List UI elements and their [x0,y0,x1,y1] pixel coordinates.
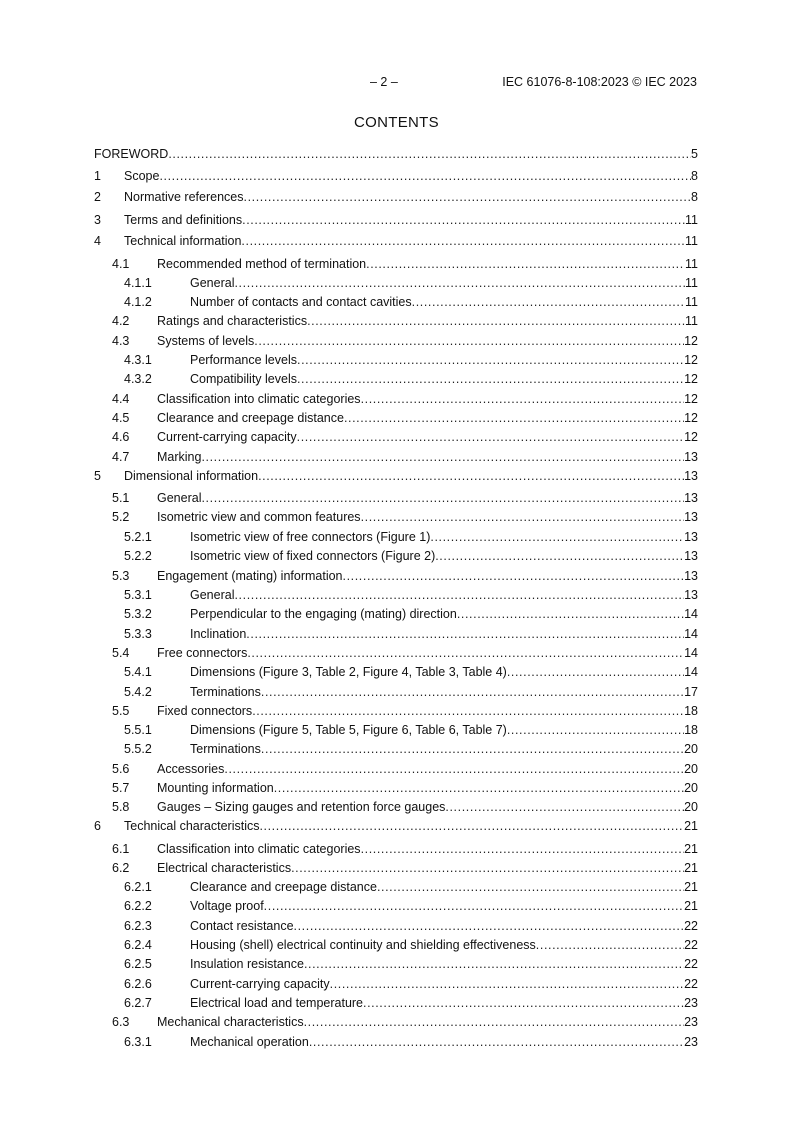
toc-entry-page: 12 [684,353,698,367]
toc-dot-leader [445,799,684,815]
toc-dot-leader [309,1034,684,1050]
toc-entry-page: 13 [684,530,698,544]
toc-entry-page: 12 [684,392,698,406]
toc-dot-leader [297,429,684,445]
toc-dot-leader [254,333,684,349]
toc-dot-leader [294,918,685,934]
toc-dot-leader [412,294,685,310]
toc-entry[interactable] [94,449,698,465]
toc-entry-page: 13 [684,469,698,483]
toc-entry-number: 4.5 [112,411,130,425]
toc-entry-number: 6.2.5 [124,957,152,971]
toc-entry-title: Terms and definitions [124,213,243,227]
toc-entry-number: 5.5.2 [124,742,152,756]
toc-entry[interactable] [94,256,698,272]
toc-entry-title: Mounting information [157,781,274,795]
toc-entry-number: 5 [94,469,101,483]
toc-entry-title: Mechanical characteristics [157,1015,304,1029]
toc-entry-number: 6.2.4 [124,938,152,952]
toc-entry[interactable] [94,371,698,387]
toc-entry[interactable] [94,818,698,834]
toc-entry-title: Housing (shell) electrical continuity and shielding effectiveness [190,938,536,952]
toc-entry-number: 6 [94,819,101,833]
toc-entry[interactable] [94,509,698,525]
toc-dot-leader [430,529,684,545]
toc-entry[interactable] [94,645,698,661]
toc-entry[interactable] [94,212,698,228]
page-title: CONTENTS [354,114,439,131]
toc-entry-page: 21 [684,842,698,856]
toc-dot-leader [261,684,684,700]
toc-entry-title: Gauges – Sizing gauges and retention force gauges [157,800,446,814]
toc-entry-number: 4.6 [112,430,130,444]
toc-entry-page: 22 [684,957,698,971]
toc-entry[interactable] [94,352,698,368]
toc-dot-leader [168,146,691,162]
toc-entry-page: 5 [691,147,698,161]
toc-entry[interactable] [94,548,698,564]
toc-entry[interactable] [94,1034,698,1050]
toc-entry-number: 6.1 [112,842,130,856]
toc-entry-title: Compatibility levels [190,372,297,386]
toc-dot-leader [264,898,684,914]
toc-entry-page: 23 [684,996,698,1010]
toc-entry-title: Inclination [190,627,247,641]
toc-entry-page: 23 [684,1015,698,1029]
toc-entry[interactable] [94,976,698,992]
toc-entry-title: Marking [157,450,202,464]
toc-entry-title: Normative references [124,190,244,204]
toc-entry[interactable] [94,275,698,291]
toc-dot-leader [261,741,684,757]
toc-entry[interactable] [94,410,698,426]
toc-dot-leader [258,468,684,484]
toc-dot-leader [201,490,684,506]
page-number: – 2 – [370,75,398,89]
toc-dot-leader [242,212,685,228]
toc-entry[interactable] [94,313,698,329]
toc-entry-title: Insulation resistance [190,957,304,971]
toc-entry-number: 3 [94,213,101,227]
toc-entry-number: 5.8 [112,800,130,814]
document-reference: IEC 61076-8-108:2023 © IEC 2023 [502,75,697,89]
toc-entry[interactable] [94,606,698,622]
toc-dot-leader [246,626,684,642]
toc-entry-number: 4.1 [112,257,130,271]
toc-entry[interactable] [94,995,698,1011]
toc-entry-title: Ratings and characteristics [157,314,308,328]
toc-entry[interactable] [94,898,698,914]
toc-dot-leader [343,568,685,584]
toc-entry-number: 5.5 [112,704,130,718]
toc-entry-number: 5.7 [112,781,130,795]
toc-dot-leader [241,233,685,249]
toc-dot-leader [259,818,684,834]
toc-entry[interactable] [94,490,698,506]
toc-entry-number: 6.2.6 [124,977,152,991]
toc-entry-page: 14 [684,665,698,679]
toc-entry[interactable] [94,233,698,249]
toc-entry-page: 20 [684,800,698,814]
toc-entry-title: General [190,276,235,290]
toc-entry-title: Scope [124,169,160,183]
toc-entry-number: 5.2.1 [124,530,152,544]
toc-entry-page: 22 [684,919,698,933]
toc-dot-leader [366,256,685,272]
toc-entry-page: 22 [684,977,698,991]
toc-entry-number: 4.3.2 [124,372,152,386]
toc-dot-leader [159,168,691,184]
toc-dot-leader [457,606,684,622]
toc-entry-title: Electrical characteristics [157,861,292,875]
toc-entry-page: 11 [685,314,698,328]
toc-entry-number: 5.1 [112,491,130,505]
toc-entry[interactable] [94,529,698,545]
toc-entry-page: 13 [684,569,698,583]
toc-entry-number: 5.3 [112,569,130,583]
toc-entry-page: 12 [684,372,698,386]
toc-entry-title: Isometric view and common features [157,510,361,524]
toc-entry-page: 14 [684,607,698,621]
toc-entry-page: 11 [685,213,698,227]
toc-entry-page: 13 [684,450,698,464]
toc-entry[interactable] [94,1014,698,1030]
toc-dot-leader [435,548,684,564]
toc-entry-page: 18 [684,704,698,718]
toc-entry[interactable] [94,799,698,815]
toc-entry-title: Clearance and creepage distance [157,411,344,425]
toc-entry-page: 21 [684,819,698,833]
toc-entry[interactable] [94,722,698,738]
toc-entry-page: 21 [684,861,698,875]
toc-entry-title: Current-carrying capacity [157,430,297,444]
toc-entry-title: Free connectors [157,646,248,660]
toc-entry-title: Terminations [190,742,261,756]
toc-entry-title: Engagement (mating) information [157,569,343,583]
toc-entry-title: Technical information [124,234,242,248]
toc-entry-page: 12 [684,334,698,348]
toc-dot-leader [297,371,684,387]
toc-entry-page: 22 [684,938,698,952]
toc-entry-page: 13 [684,491,698,505]
toc-entry-number: 4.7 [112,450,130,464]
toc-dot-leader [234,587,684,603]
toc-dot-leader [507,722,684,738]
toc-entry-number: 4.2 [112,314,130,328]
toc-entry-number: 5.2 [112,510,130,524]
toc-entry-page: 17 [684,685,698,699]
toc-entry-title: Systems of levels [157,334,255,348]
toc-entry[interactable] [94,568,698,584]
toc-entry-title: Technical characteristics [124,819,260,833]
toc-dot-leader [297,352,684,368]
toc-entry-page: 13 [684,510,698,524]
toc-entry-number: 6.2.1 [124,880,152,894]
toc-entry-title: Perpendicular to the engaging (mating) direction [190,607,457,621]
toc-entry[interactable] [94,860,698,876]
toc-entry-number: 4.3 [112,334,130,348]
toc-entry-number: 5.6 [112,762,130,776]
toc-entry-number: 1 [94,169,101,183]
toc-entry-page: 21 [684,899,698,913]
toc-entry-number: 5.4.1 [124,665,152,679]
toc-dot-leader [330,976,684,992]
toc-dot-leader [234,275,685,291]
toc-entry[interactable] [94,429,698,445]
toc-entry[interactable] [94,189,698,205]
toc-entry[interactable] [94,468,698,484]
toc-entry-title: Accessories [157,762,225,776]
toc-entry-number: 4 [94,234,101,248]
toc-entry[interactable] [94,391,698,407]
toc-entry-number: 6.3.1 [124,1035,152,1049]
toc-entry-title: Dimensions (Figure 3, Table 2, Figure 4, Table 3, Table 4) [190,665,507,679]
toc-entry-title: Contact resistance [190,919,294,933]
toc-entry[interactable] [94,918,698,934]
toc-entry-number: 5.4.2 [124,685,152,699]
toc-entry[interactable] [94,780,698,796]
toc-entry[interactable] [94,664,698,680]
toc-entry-title: Dimensions (Figure 5, Table 5, Figure 6, Table 6, Table 7) [190,723,507,737]
toc-entry-page: 18 [684,723,698,737]
toc-entry-title: FOREWORD [94,147,169,161]
toc-entry-number: 6.3 [112,1015,130,1029]
toc-entry[interactable] [94,333,698,349]
toc-entry-page: 21 [684,880,698,894]
toc-dot-leader [361,509,685,525]
toc-entry-page: 11 [685,234,698,248]
toc-entry-number: 6.2.2 [124,899,152,913]
toc-entry[interactable] [94,741,698,757]
toc-entry-page: 12 [684,430,698,444]
toc-entry-number: 4.1.2 [124,295,152,309]
toc-dot-leader [291,860,684,876]
toc-entry-number: 6.2.7 [124,996,152,1010]
toc-entry-number: 5.4 [112,646,130,660]
toc-entry-page: 23 [684,1035,698,1049]
toc-dot-leader [252,703,684,719]
toc-dot-leader [377,879,684,895]
toc-dot-leader [201,449,684,465]
toc-dot-leader [224,761,684,777]
toc-entry-number: 6.2 [112,861,130,875]
toc-entry-page: 14 [684,646,698,660]
toc-entry-page: 11 [685,257,698,271]
toc-entry[interactable] [94,761,698,777]
toc-dot-leader [361,391,685,407]
toc-entry-title: Performance levels [190,353,297,367]
toc-entry[interactable] [94,937,698,953]
toc-entry-number: 4.1.1 [124,276,152,290]
toc-entry-title: Mechanical operation [190,1035,309,1049]
toc-entry-title: General [157,491,202,505]
toc-entry-number: 5.3.1 [124,588,152,602]
toc-entry-number: 4.4 [112,392,130,406]
toc-entry-page: 20 [684,781,698,795]
toc-dot-leader [363,995,684,1011]
toc-entry-page: 14 [684,627,698,641]
toc-entry[interactable] [94,841,698,857]
toc-entry-title: Recommended method of termination [157,257,367,271]
toc-entry-page: 11 [685,295,698,309]
toc-entry-number: 4.3.1 [124,353,152,367]
toc-entry[interactable] [94,146,698,162]
toc-dot-leader [507,664,684,680]
toc-entry-number: 6.2.3 [124,919,152,933]
toc-dot-leader [304,956,684,972]
toc-entry-title: Isometric view of fixed connectors (Figure 2) [190,549,436,563]
toc-dot-leader [304,1014,685,1030]
toc-entry[interactable] [94,956,698,972]
toc-entry-page: 8 [691,169,698,183]
toc-entry-page: 20 [684,762,698,776]
toc-entry-title: Voltage proof [190,899,264,913]
toc-entry-title: Classification into climatic categories [157,392,361,406]
toc-entry-title: Electrical load and temperature [190,996,364,1010]
toc-entry-title: Current-carrying capacity [190,977,330,991]
toc-entry[interactable] [94,294,698,310]
toc-dot-leader [244,189,692,205]
toc-entry[interactable] [94,626,698,642]
toc-entry[interactable] [94,703,698,719]
toc-entry-title: Fixed connectors [157,704,253,718]
toc-entry[interactable] [94,587,698,603]
toc-entry[interactable] [94,168,698,184]
toc-entry-title: General [190,588,235,602]
toc-entry-title: Terminations [190,685,261,699]
toc-entry-title: Dimensional information [124,469,259,483]
toc-entry-page: 20 [684,742,698,756]
toc-entry-page: 8 [691,190,698,204]
toc-entry[interactable] [94,684,698,700]
toc-entry-number: 5.3.2 [124,607,152,621]
toc-dot-leader [307,313,685,329]
toc-entry-number: 5.5.1 [124,723,152,737]
toc-entry-title: Classification into climatic categories [157,842,361,856]
toc-dot-leader [247,645,684,661]
toc-entry[interactable] [94,879,698,895]
toc-entry-page: 12 [684,411,698,425]
toc-dot-leader [361,841,685,857]
toc-entry-number: 5.2.2 [124,549,152,563]
toc-dot-leader [344,410,684,426]
toc-dot-leader [274,780,684,796]
toc-entry-number: 2 [94,190,101,204]
toc-entry-page: 13 [684,588,698,602]
toc-dot-leader [536,937,684,953]
toc-entry-title: Isometric view of free connectors (Figure 1) [190,530,431,544]
toc-entry-title: Clearance and creepage distance [190,880,377,894]
toc-entry-number: 5.3.3 [124,627,152,641]
toc-entry-page: 11 [685,276,698,290]
toc-entry-title: Number of contacts and contact cavities [190,295,412,309]
toc-entry-page: 13 [684,549,698,563]
